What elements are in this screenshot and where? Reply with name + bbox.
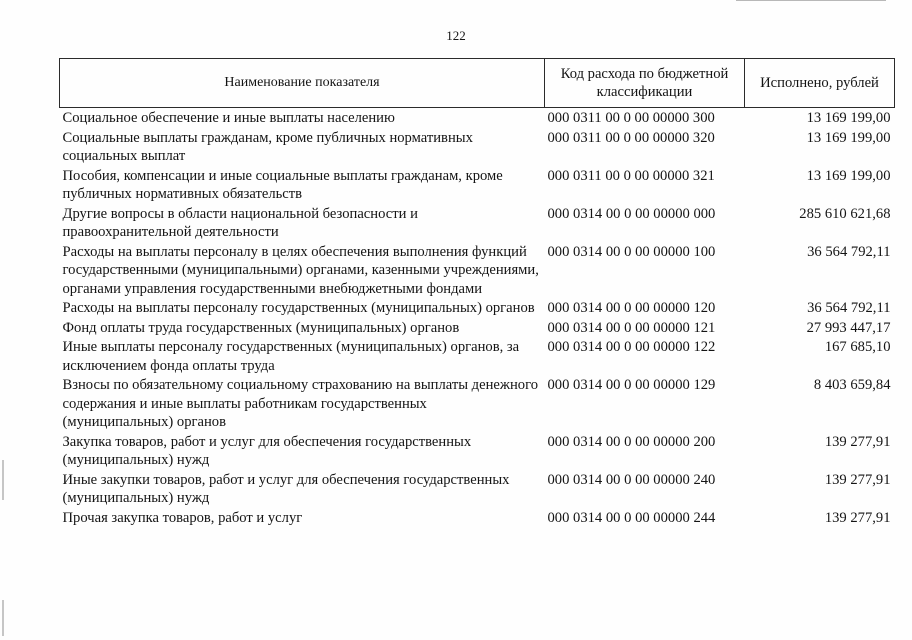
table-row	[60, 108, 895, 128]
indicator-name: Пособия, компенсации и иные социальные выплаты гражданам, кроме публичных нормативных обязательств	[62, 167, 503, 202]
expense-code: 000 0314 00 0 00 00000 244	[547, 509, 716, 526]
executed-amount: 13 169 199,00	[806, 167, 891, 184]
table-row	[60, 432, 895, 470]
table-row	[60, 470, 895, 508]
executed-amount: 27 993 447,17	[806, 319, 891, 336]
table-row	[60, 166, 895, 204]
executed-amount: 13 169 199,00	[806, 129, 891, 146]
expense-code: 000 0314 00 0 00 00000 122	[547, 339, 716, 355]
header-expense-code: Код расхода по бюджетной классификации	[545, 59, 745, 108]
indicator-name: Расходы на выплаты персоналу в целях обеспечения выполнения функций государственными (муниципальными) органами, казенными учреждениями, органами управления государственными внебюджетными фондами	[62, 243, 539, 297]
expense-code: 000 0314 00 0 00 00000 000	[547, 205, 716, 222]
indicator-name: Взносы по обязательному социальному страхованию на выплаты денежного содержания и иные выплаты работникам государственных (муниципальных) органов	[62, 377, 538, 430]
table-row	[60, 508, 895, 528]
expense-code: 000 0311 00 0 00 00000 300	[547, 110, 715, 126]
expense-code: 000 0314 00 0 00 00000 240	[547, 471, 716, 488]
executed-amount: 285 610 621,68	[799, 205, 891, 222]
executed-amount: 139 277,91	[824, 433, 891, 450]
expense-code: 000 0311 00 0 00 00000 320	[547, 129, 715, 146]
indicator-name: Расходы на выплаты персоналу государственных (муниципальных) органов	[62, 300, 535, 316]
executed-amount: 8 403 659,84	[813, 377, 891, 393]
header-indicator-name: Наименование показателя	[60, 59, 545, 108]
expense-code: 000 0314 00 0 00 00000 100	[547, 243, 716, 260]
expense-code: 000 0314 00 0 00 00000 200	[547, 433, 716, 450]
table-header-row	[60, 59, 895, 108]
executed-amount: 139 277,91	[824, 471, 891, 488]
table-row	[60, 298, 895, 318]
executed-amount: 36 564 792,11	[807, 243, 891, 260]
page-number: 122	[446, 28, 466, 43]
table-row	[60, 337, 895, 375]
executed-amount: 36 564 792,11	[807, 300, 891, 316]
executed-amount: 167 685,10	[824, 339, 891, 355]
indicator-name: Иные закупки товаров, работ и услуг для обеспечения государственных (муниципальных) нужд	[62, 471, 510, 506]
expense-code: 000 0314 00 0 00 00000 120	[547, 300, 716, 316]
indicator-name: Социальное обеспечение и иные выплаты населению	[62, 110, 395, 126]
indicator-name: Фонд оплаты труда государственных (муниципальных) органов	[62, 319, 460, 336]
expense-code: 000 0314 00 0 00 00000 129	[547, 377, 716, 393]
expense-code: 000 0314 00 0 00 00000 121	[547, 319, 716, 336]
executed-amount: 139 277,91	[824, 509, 891, 526]
indicator-name: Другие вопросы в области национальной безопасности и правоохранительной деятельности	[62, 205, 418, 240]
scan-artifact-edge	[2, 600, 4, 636]
table-row	[60, 375, 895, 432]
expense-code: 000 0311 00 0 00 00000 321	[547, 167, 715, 184]
table-row	[60, 204, 895, 242]
scan-artifact-edge	[2, 460, 4, 500]
indicator-name: Закупка товаров, работ и услуг для обеспечения государственных (муниципальных) нужд	[62, 433, 472, 468]
header-executed-amount: Исполнено, рублей	[745, 59, 895, 108]
indicator-name: Прочая закупка товаров, работ и услуг	[62, 509, 303, 526]
table-row	[60, 128, 895, 166]
scan-artifact-line	[736, 0, 886, 1]
indicator-name: Социальные выплаты гражданам, кроме публичных нормативных социальных выплат	[62, 129, 473, 164]
indicator-name: Иные выплаты персоналу государственных (муниципальных) органов, за исключением фонда оплаты труда	[62, 339, 520, 374]
table-row	[60, 318, 895, 338]
budget-execution-table	[59, 58, 895, 527]
table-row	[60, 242, 895, 299]
executed-amount: 13 169 199,00	[806, 110, 891, 126]
